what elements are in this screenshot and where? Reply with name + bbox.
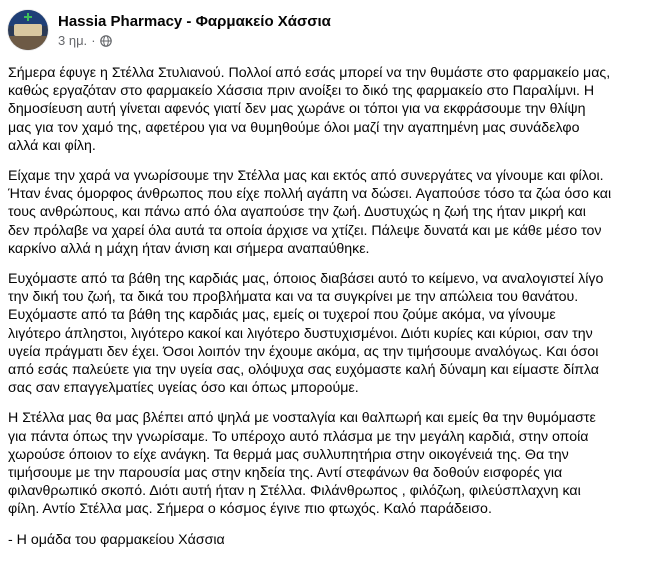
post-text-line: τους ανθρώπους, και πάνω από όλα αγαπούσε την ζωή. Δυστυχώς η ζωή της ήταν μικρή και	[8, 204, 586, 221]
post-text-line: δεν πρόλαβε να χαρεί όλα αυτά τα οποία άρχισε να χτίζει. Πάλεψε δυνατά και με κάθε μέσο τον	[8, 222, 602, 239]
post-text-line: Είχαμε την χαρά να γνωρίσουμε την Στέλλα μας και εκτός από συνεργάτες να γίνουμε και φίλοι.	[8, 168, 604, 185]
post-text-line: χωρούσε όποιον το είχε ανάγκη. Τα θερμά μας συλλυπητήρια στην οικογένειά της. Θα την	[8, 446, 569, 463]
post-text-line: Η Στέλλα μας θα μας βλέπει από ψηλά με νοσταλγία και θαλπωρή και εμείς θα την θυμόμαστε	[8, 410, 596, 427]
post-meta	[58, 12, 331, 49]
post-text-line: Ήταν ένας όμορφος άνθρωπος που είχε πολλή αγάπη να δώσει. Αγαπούσε τόσο τα ζώα όσο και	[8, 186, 612, 203]
pharmacy-cross-icon	[24, 13, 32, 21]
post-body	[8, 64, 662, 561]
page-avatar[interactable]	[8, 10, 48, 50]
post-text-line: καθώς εργαζόταν στο φαρμακείο Χάσσια πριν ανοίξει το δικό της φαρμακείο στο Παραλίμνι. Η	[8, 83, 595, 100]
post-timestamp[interactable]: 3 ημ.	[58, 32, 88, 48]
post-subline	[58, 32, 331, 49]
post-paragraph	[8, 270, 662, 397]
post-paragraph	[8, 167, 662, 258]
post-paragraph	[8, 64, 662, 155]
page-name-link[interactable]: Hassia Pharmacy - Φαρμακείο Χάσσια	[58, 12, 331, 30]
avatar-floor	[8, 36, 48, 50]
post-header	[8, 8, 331, 52]
post-paragraph	[8, 531, 662, 549]
post-paragraph	[8, 409, 662, 518]
post-text-line: από εσάς παλεύετε για την υγεία σας, ολόψυχα σας ευχόμαστε καλή δύναμη και είμαστε δίπλα	[8, 362, 599, 379]
post-text-line: δημοσίευση αυτή γίνεται αφενός γιατί δεν μας χωράνε οι τόποι για να εκφράσουμε την θλίψη	[8, 101, 586, 118]
avatar-storefront	[14, 24, 42, 36]
post-text-line: μας για τον χαμό της, αφετέρου για να θυμηθούμε όλοι μαζί την αγαπημένη μας συνάδελφο	[8, 119, 580, 136]
post-text-line: Ευχόμαστε από τα βάθη της καρδιάς μας, εμείς οι τυχεροί που ζούμε ακόμα, να γίνουμε	[8, 307, 556, 324]
post-text-line: Σήμερα έφυγε η Στέλλα Στυλιανού. Πολλοί από εσάς μπορεί να την θυμάστε στο φαρμακείο μας,	[8, 65, 611, 81]
post-text-line: σας σαν επαγγελματίες υγείας όσο και όπως μπορούμε.	[8, 380, 359, 397]
post-text-line: καρκίνο αλλά η μάχη ήταν άνιση και σήμερα αναπαύθηκε.	[8, 240, 370, 257]
post-text-line: για πάντα όπως την γνωρίσαμε. Το υπέροχο αυτό πλάσμα με την μεγάλη καρδιά, στην οποία	[8, 428, 589, 445]
post-text-line: Ευχόμαστε από τα βάθη της καρδιάς μας, όποιος διαβάσει αυτό το κείμενο, να αναλογιστεί λίγο	[8, 271, 604, 288]
separator-dot: ·	[91, 32, 96, 48]
post-text-line: φίλη. Αντίο Στέλλα μας. Σήμερα ο κόσμος έγινε πιο φτωχός. Καλό παράδεισο.	[8, 501, 492, 518]
post-text-line: λιγότερο άπληστοι, λιγότερο κακοί και λιγότερο δυστυχισμένοι. Διότι κυρίες και κύριοι, σαν την	[8, 325, 593, 342]
globe-icon[interactable]	[100, 34, 112, 46]
post-text-line: υγεία πράγματι δεν έχει. Όσοι λοιπόν την έχουμε ακόμα, ας την τιμήσουμε αναλόγως. Και όσοι	[8, 343, 599, 360]
post-text-line: τιμήσουμε με την παρουσία μας στην κηδεία της. Αντί στεφάνων θα δοθούν εισφορές για	[8, 465, 563, 482]
post-text-line: - Η ομάδα του φαρμακείου Χάσσια	[8, 531, 225, 548]
post-text-line: αλλά και φίλη.	[8, 137, 96, 154]
post-text-line: φιλανθρωπικό σκοπό. Διότι αυτή ήταν η Στέλλα. Φιλάνθρωπος , φιλόζωη, φιλεύσπλαχνη και	[8, 483, 581, 500]
post-text-line: την δική του ζωή, τα δικά του προβλήματα και να τα συγκρίνει με την απώλεια του θανάτου.	[8, 289, 579, 306]
